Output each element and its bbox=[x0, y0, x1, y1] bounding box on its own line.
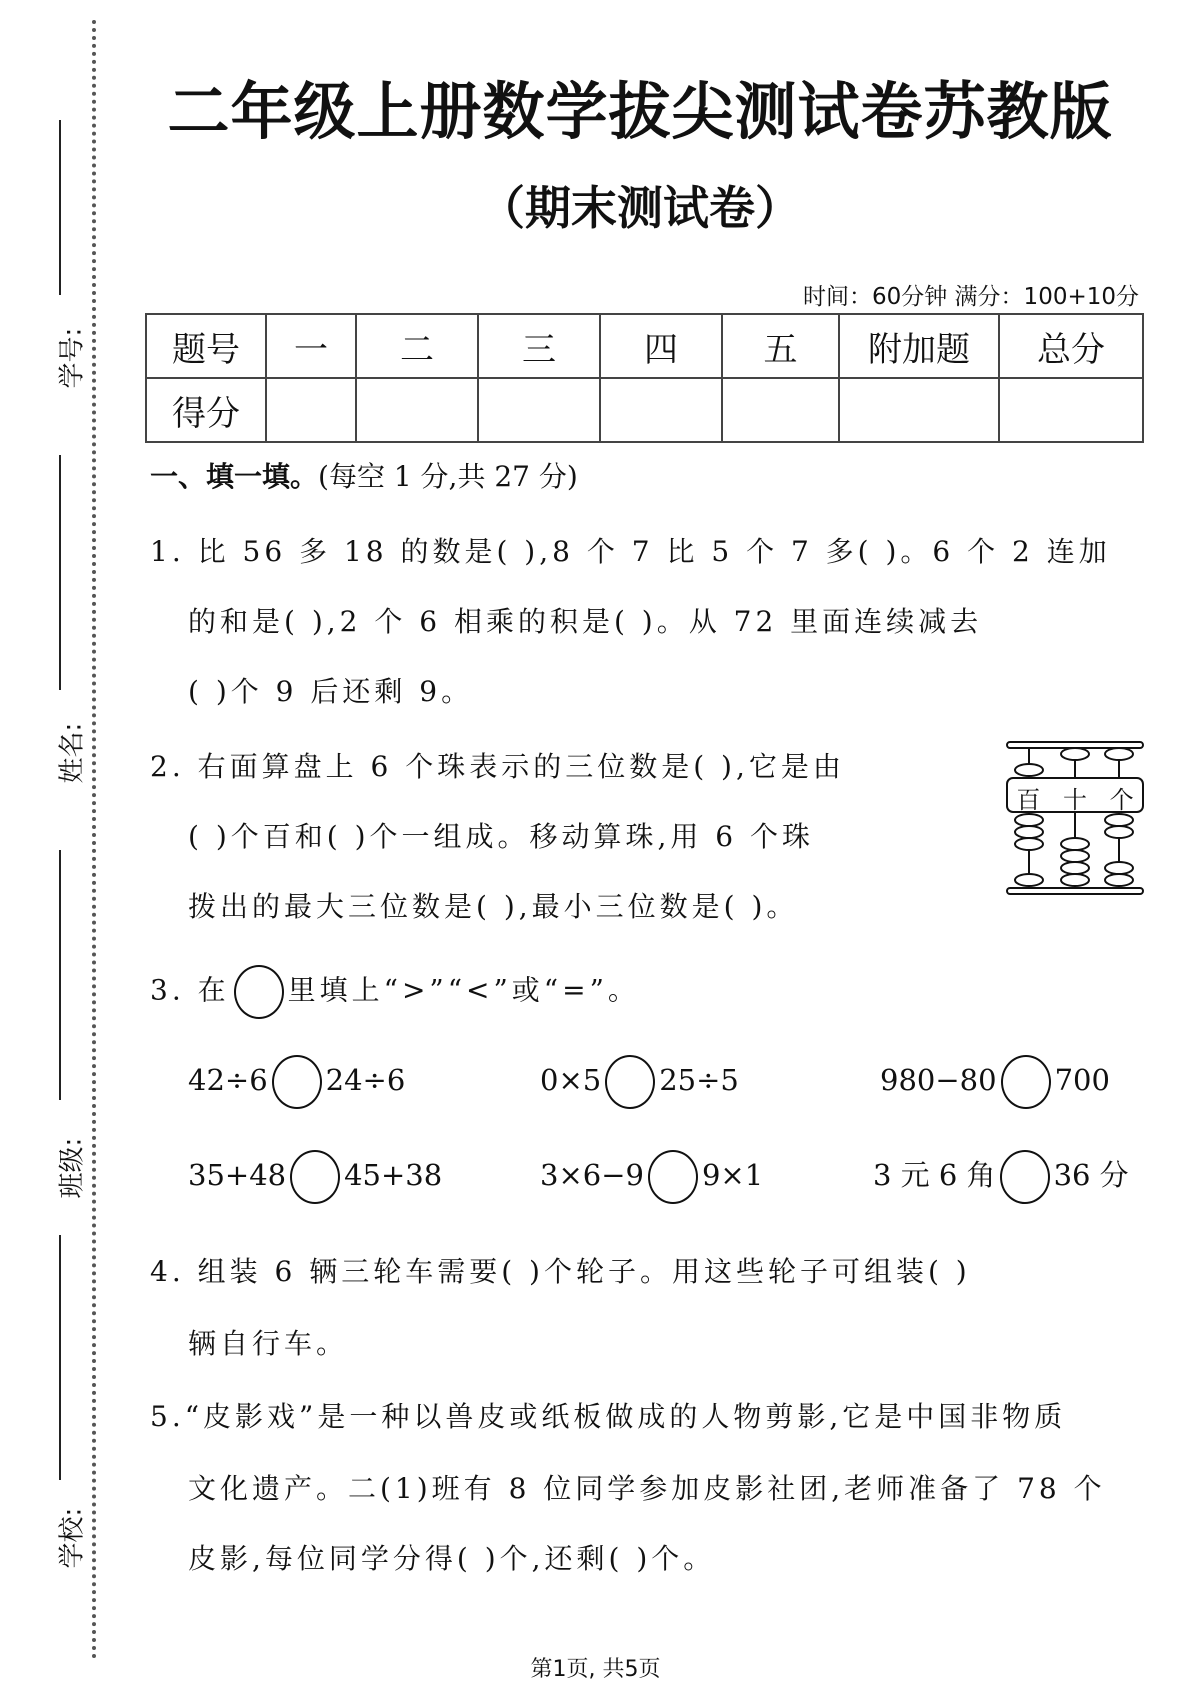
page-subtitle: （期末测试卷） bbox=[479, 181, 801, 235]
header-cell: 四 bbox=[600, 314, 722, 378]
score-cell[interactable] bbox=[600, 378, 722, 442]
exam-meta: 时间：60分钟 满分：100+10分 bbox=[802, 284, 1139, 310]
compare-left: 35+48 bbox=[188, 1158, 287, 1192]
student-id-label: 学号: bbox=[57, 327, 88, 389]
compare-item bbox=[188, 1055, 405, 1109]
score-cell[interactable] bbox=[839, 378, 999, 442]
compare-right: 700 bbox=[1054, 1063, 1110, 1097]
q5-line-1: 5.“皮影戏”是一种以兽皮或纸板做成的人物剪影,它是中国非物质 bbox=[150, 1400, 1067, 1433]
score-table-header-row bbox=[146, 314, 1143, 378]
q1-line-1: 1. 比 56 多 18 的数是( ),8 个 7 比 5 个 7 多( )。6 个 2 连加 bbox=[150, 535, 1111, 568]
binding-cut-line bbox=[92, 20, 96, 1660]
class-line[interactable] bbox=[59, 850, 61, 1100]
header-cell: 一 bbox=[266, 314, 356, 378]
page-number: 第1页, 共5页 bbox=[530, 1657, 661, 1682]
compare-item bbox=[188, 1150, 442, 1204]
school-line[interactable] bbox=[59, 1235, 61, 1480]
compare-left: 42÷6 bbox=[188, 1063, 268, 1097]
section-heading bbox=[150, 455, 578, 495]
q2-line-3: 拨出的最大三位数是( ),最小三位数是( )。 bbox=[188, 890, 799, 923]
abacus-place-labels bbox=[1005, 780, 1145, 815]
student-id-line[interactable] bbox=[59, 120, 61, 295]
q2-line-1: 2. 右面算盘上 6 个珠表示的三位数是( ),它是由 bbox=[150, 750, 845, 783]
compare-right: 24÷6 bbox=[325, 1063, 406, 1097]
compare-answer-circle[interactable] bbox=[1001, 1055, 1051, 1109]
row-label: 得分 bbox=[146, 378, 266, 442]
compare-right: 45+38 bbox=[344, 1158, 443, 1192]
page-title: 二年级上册数学拔尖测试卷苏教版 bbox=[167, 75, 1113, 148]
compare-answer-circle[interactable] bbox=[648, 1150, 698, 1204]
compare-answer-circle[interactable] bbox=[605, 1055, 655, 1109]
abacus-label-tens: 十 bbox=[1062, 786, 1087, 814]
header-cell: 附加题 bbox=[839, 314, 999, 378]
abacus-figure bbox=[1005, 740, 1145, 900]
header-cell: 二 bbox=[356, 314, 478, 378]
q4-line-2: 辆自行车。 bbox=[188, 1327, 349, 1360]
compare-right: 25÷5 bbox=[659, 1063, 739, 1097]
q3-intro-a: 3. 在 bbox=[150, 973, 230, 1007]
compare-left: 3 元 6 角 bbox=[873, 1158, 996, 1192]
name-label: 姓名: bbox=[57, 722, 88, 784]
compare-item bbox=[540, 1055, 739, 1109]
compare-circle-icon bbox=[234, 965, 284, 1019]
compare-left: 0×5 bbox=[540, 1063, 602, 1097]
compare-answer-circle[interactable] bbox=[272, 1055, 322, 1109]
section-title: 一、填一填。 bbox=[150, 460, 319, 493]
score-cell[interactable] bbox=[722, 378, 839, 442]
compare-right: 36 分 bbox=[1053, 1158, 1129, 1192]
compare-answer-circle[interactable] bbox=[290, 1150, 340, 1204]
school-label: 学校: bbox=[57, 1507, 88, 1569]
header-cell: 题号 bbox=[146, 314, 266, 378]
q5-line-3: 皮影,每位同学分得( )个,还剩( )个。 bbox=[188, 1542, 716, 1575]
q2-line-2: ( )个百和( )个一组成。移动算珠,用 6 个珠 bbox=[188, 820, 815, 853]
score-cell[interactable] bbox=[999, 378, 1143, 442]
abacus-icon bbox=[1005, 740, 1145, 900]
abacus-label-hundreds: 百 bbox=[1016, 786, 1041, 814]
q3-intro bbox=[150, 965, 640, 1019]
q4-line-1: 4. 组装 6 辆三轮车需要( )个轮子。用这些轮子可组装( ) bbox=[150, 1255, 971, 1288]
score-cell[interactable] bbox=[266, 378, 356, 442]
name-line[interactable] bbox=[59, 455, 61, 690]
compare-left: 980−80 bbox=[880, 1063, 997, 1097]
q5-line-2: 文化遗产。二(1)班有 8 位同学参加皮影社团,老师准备了 78 个 bbox=[188, 1472, 1106, 1505]
compare-item bbox=[873, 1150, 1129, 1204]
q1-line-3: ( )个 9 后还剩 9。 bbox=[188, 675, 474, 708]
header-cell: 三 bbox=[478, 314, 600, 378]
score-table-score-row bbox=[146, 378, 1143, 442]
class-label: 班级: bbox=[57, 1137, 88, 1199]
score-table bbox=[145, 313, 1144, 443]
section-points-note: (每空 1 分,共 27 分) bbox=[318, 460, 578, 493]
compare-item bbox=[880, 1055, 1110, 1109]
compare-item bbox=[540, 1150, 763, 1204]
header-cell: 五 bbox=[722, 314, 839, 378]
q3-intro-b: 里填上“>”“<”或“=”。 bbox=[287, 973, 640, 1007]
q1-line-2: 的和是( ),2 个 6 相乘的积是( )。从 72 里面连续减去 bbox=[188, 605, 983, 638]
compare-answer-circle[interactable] bbox=[1000, 1150, 1050, 1204]
header-cell: 总分 bbox=[999, 314, 1143, 378]
score-cell[interactable] bbox=[356, 378, 478, 442]
abacus-label-ones: 个 bbox=[1109, 786, 1134, 814]
score-cell[interactable] bbox=[478, 378, 600, 442]
compare-left: 3×6−9 bbox=[540, 1158, 644, 1192]
compare-right: 9×1 bbox=[701, 1158, 764, 1192]
